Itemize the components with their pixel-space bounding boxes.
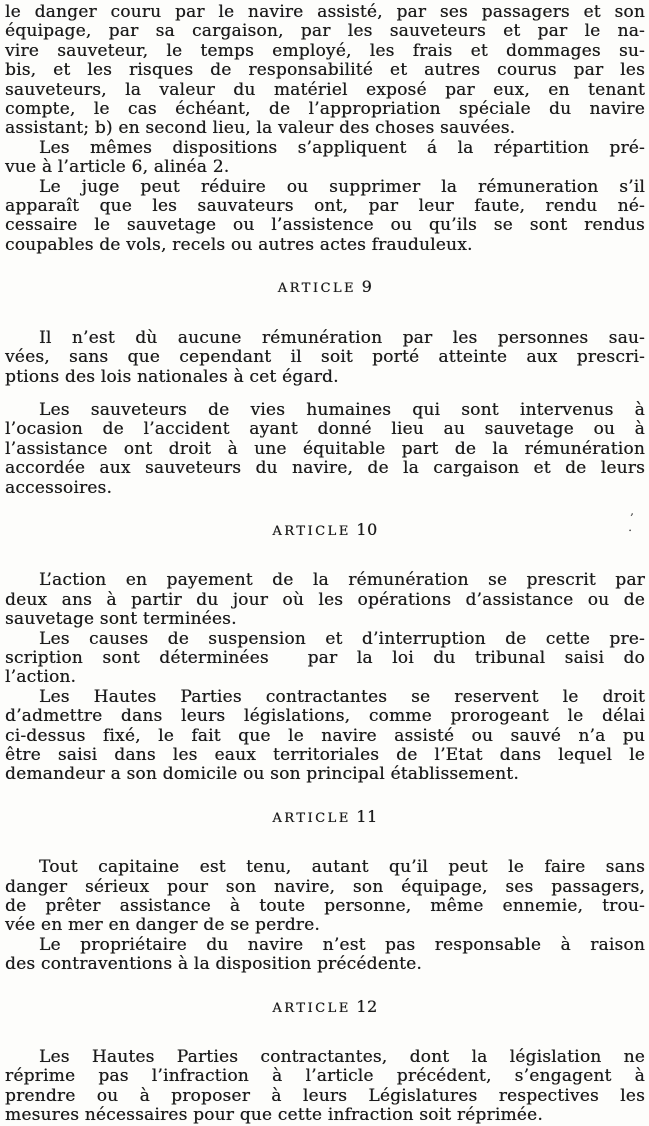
article-heading-word: ARTICLE [277,281,357,297]
paragraph [5,139,645,178]
text-line: des contraventions à la disposition précédente. [5,954,422,975]
text-line: vue à l’article 6, alinéa 2. [5,157,230,178]
paragraph [5,401,645,498]
text-line: sauvetage sont terminées. [5,609,237,630]
text-line: Les Hautes Parties contractantes, dont la législation ne [39,1047,645,1068]
paragraph [5,858,645,936]
text-line: Les Hautes Parties contractantes se reservent le droit [39,686,645,707]
article-heading [5,807,645,828]
text-line: deux ans à partir du jour où les opérations d’assistance ou de [5,589,645,610]
article-heading-number: 10 [350,519,378,539]
paragraph [5,630,645,688]
paragraph [5,3,645,139]
paragraph [5,936,645,975]
text-line: prendre ou à proposer à leurs Législatures respectives les [5,1085,645,1106]
text-line: coupables de vols, recels ou autres actes frauduleux. [5,234,473,255]
text-line: mesures nécessaires pour que cette infraction soit réprimée. [5,1105,543,1126]
text-line: Tout capitaine est tenu, autant qu’il peut le faire sans [39,857,645,878]
text-line: l’assistance ont droit à une équitable part de la rémunération [5,438,645,459]
text-line: l’action. [5,667,77,688]
text-line: être saisi dans les eaux territoriales de l’Etat dans lequel le [5,745,645,765]
text-line: Les sauveteurs de vies humaines qui sont intervenus à [39,399,645,420]
article-heading-number: 11 [350,806,378,826]
text-line: demandeur a son domicile ou son principal établissement. [5,764,519,785]
text-line: vée en mer en danger de se perdre. [5,915,320,936]
text-line: danger sérieux pour son navire, son équipage, ses passagers, [5,876,645,897]
text-line: vées, sans que cependant il soit porté atteinte aux prescri- [5,347,645,368]
article-heading [5,277,645,298]
text-line: Les causes de suspension et d’interruption de cette pre- [39,628,645,649]
paragraph [5,688,645,785]
article-heading-number: 12 [350,996,378,1016]
text-line: ci-dessus fixé, le fait que le navire assisté ou sauvé n’a pu [5,725,645,746]
text-line: Le juge peut réduire ou supprimer la rémuneration s’il [39,176,645,197]
paragraph [5,329,645,387]
text-line: accessoires. [5,477,113,498]
text-line: compte, le cas échéant, de l’appropriation spéciale du navire [5,99,645,120]
text-line: cessaire le sauvetage ou l’assistence ou qu’ils se sont rendus [5,215,645,236]
text-line: équipage, par sa cargaison, par les sauveteurs et par le na- [5,21,645,42]
paragraph [5,571,645,629]
paragraph [5,1048,645,1126]
article-heading [5,997,645,1018]
text-line: L’action en payement de la rémunération se prescrit par [39,570,645,591]
text-line: ptions des lois nationales à cet égard. [5,366,339,387]
text-line: Il n’est dù aucune rémunération par les personnes sau- [39,327,645,348]
paragraph [5,178,645,256]
text-line: bis, et les risques de responsabilité et autres courus par les [5,60,645,81]
text-line: apparaît que les sauvateurs ont, par leur faute, rendu né- [5,196,645,217]
article-heading-number: 9 [356,277,373,297]
text-line: Le propriétaire du navire n’est pas responsable à raison [39,934,645,955]
text-line: sauveteurs, la valeur du matériel exposé par eux, en tenant [5,79,645,100]
text-line: accordée aux sauveteurs du navire, de la cargaison et de leurs [5,458,645,479]
article-heading-word: ARTICLE [272,1000,351,1016]
article-heading-word: ARTICLE [272,810,351,826]
text-line: de prêter assistance à toute personne, même ennemie, trou- [5,896,645,917]
article-heading [5,510,645,541]
stray-ink-mark: ’ . [628,510,635,535]
text-line: le danger couru par le navire assisté, par ses passagers et son [5,2,645,22]
article-heading-word: ARTICLE [272,523,351,539]
text-line: scription sont déterminées par la loi du tribunal saisi do [5,647,645,668]
text-line: réprime pas l’infraction à l’article précédent, s’engagent à [5,1066,645,1087]
text-line: Les mêmes dispositions s’appliquent á la répartition pré- [39,137,645,158]
text-line: l’ocasion de l’accident ayant donné lieu au sauvetage ou à [5,419,645,440]
text-line: assistant; b) en second lieu, la valeur des choses sauvées. [5,118,516,139]
text-line: d’admettre dans leurs législations, comme prorogeant le délai [5,706,645,727]
text-line: vire sauveteur, le temps employé, les frais et dommages su- [5,40,645,61]
